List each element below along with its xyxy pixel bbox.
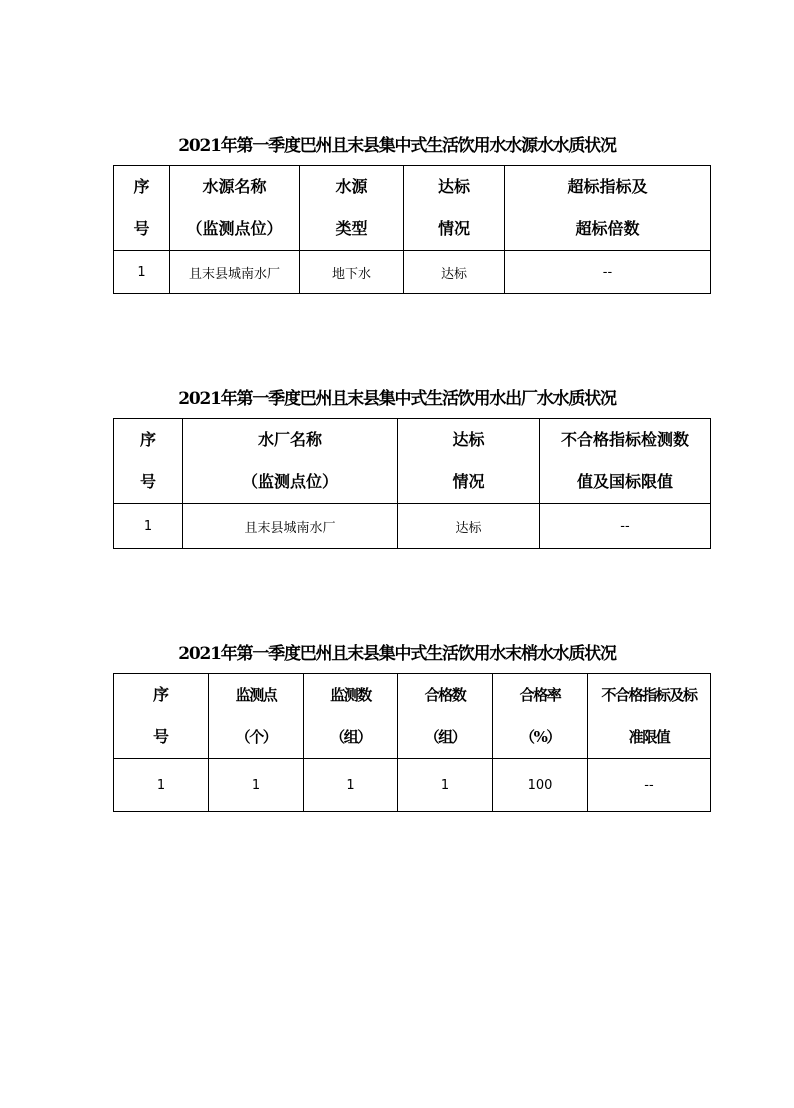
header-cell: 不合格指标检测数 值及国标限值 bbox=[540, 419, 711, 504]
data-cell: 且末县城南水厂 bbox=[170, 251, 300, 294]
table-row bbox=[114, 759, 711, 812]
data-cell: 1 bbox=[398, 759, 493, 812]
data-cell: 1 bbox=[114, 251, 170, 294]
header-cell: 水厂名称 （监测点位） bbox=[183, 419, 398, 504]
factory-water-table bbox=[113, 418, 711, 549]
header-cell: 序 号 bbox=[114, 674, 209, 759]
data-cell: -- bbox=[540, 504, 711, 549]
header-cell: 达标 情况 bbox=[404, 166, 505, 251]
header-cell: 水源名称 （监测点位） bbox=[170, 166, 300, 251]
tap-water-table bbox=[113, 673, 711, 812]
data-cell: 1 bbox=[304, 759, 398, 812]
table-header-row bbox=[114, 419, 711, 504]
header-cell: 超标指标及 超标倍数 bbox=[505, 166, 711, 251]
data-cell: 地下水 bbox=[300, 251, 404, 294]
data-cell: 达标 bbox=[398, 504, 540, 549]
data-cell: 100 bbox=[493, 759, 588, 812]
header-cell: 合格数 （组） bbox=[398, 674, 493, 759]
data-cell: 且末县城南水厂 bbox=[183, 504, 398, 549]
data-cell: 1 bbox=[209, 759, 304, 812]
table-row bbox=[114, 251, 711, 294]
header-cell: 序 号 bbox=[114, 419, 183, 504]
table-header-row bbox=[114, 166, 711, 251]
table2-title: 2021年第一季度巴州且末县集中式生活饮用水出厂水水质状况 bbox=[178, 389, 616, 409]
header-cell: 监测点 （个） bbox=[209, 674, 304, 759]
data-cell: -- bbox=[505, 251, 711, 294]
table1-title: 2021年第一季度巴州且末县集中式生活饮用水水源水水质状况 bbox=[178, 136, 616, 156]
header-cell: 合格率 （%） bbox=[493, 674, 588, 759]
header-cell: 监测数 （组） bbox=[304, 674, 398, 759]
data-cell: -- bbox=[588, 759, 711, 812]
header-cell: 达标 情况 bbox=[398, 419, 540, 504]
table-header-row bbox=[114, 674, 711, 759]
data-cell: 达标 bbox=[404, 251, 505, 294]
header-cell: 序 号 bbox=[114, 166, 170, 251]
header-cell: 水源 类型 bbox=[300, 166, 404, 251]
table3-title: 2021年第一季度巴州且末县集中式生活饮用水末梢水水质状况 bbox=[178, 644, 616, 664]
source-water-table bbox=[113, 165, 711, 294]
data-cell: 1 bbox=[114, 504, 183, 549]
data-cell: 1 bbox=[114, 759, 209, 812]
table-row bbox=[114, 504, 711, 549]
header-cell: 不合格指标及标 准限值 bbox=[588, 674, 711, 759]
